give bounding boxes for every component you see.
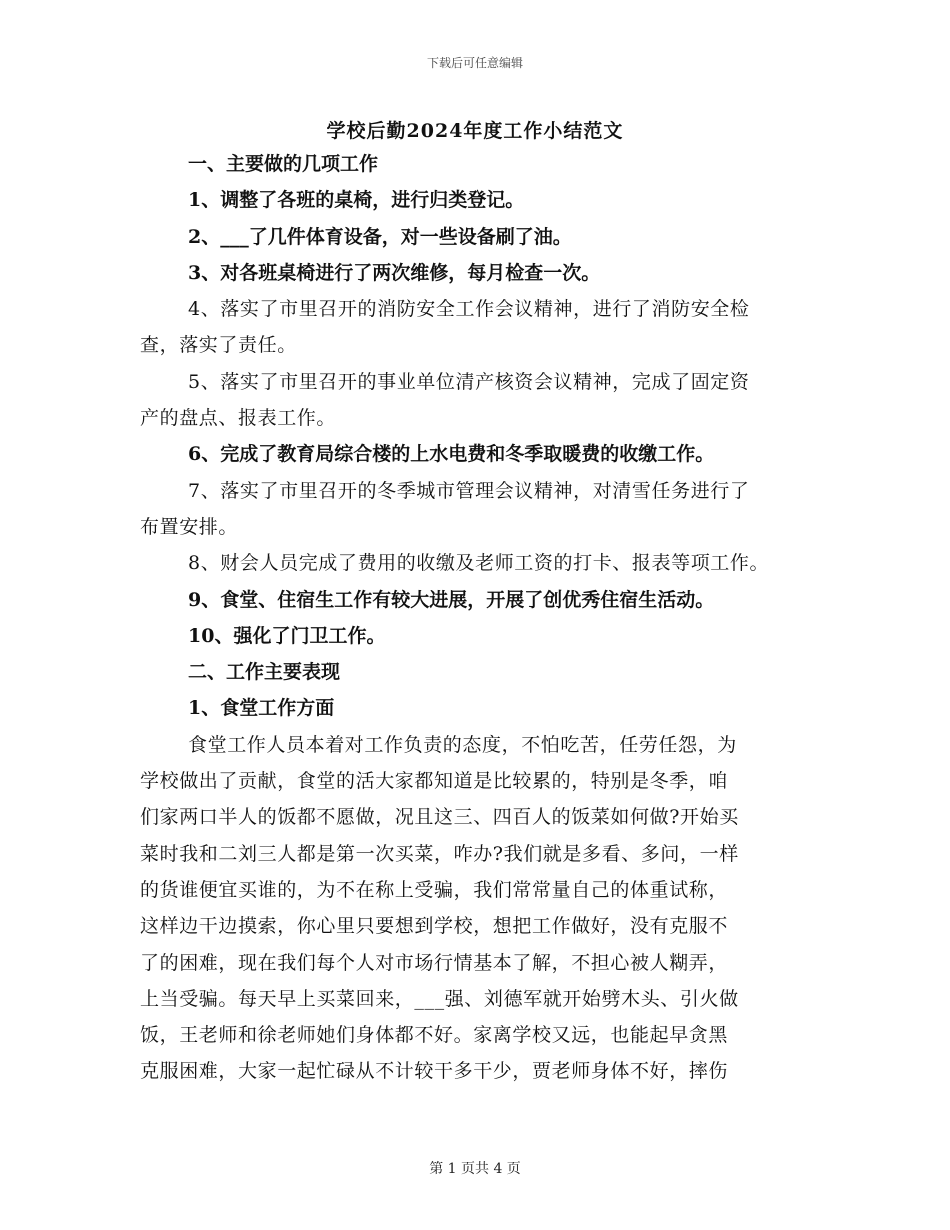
paragraph-line: 上当受骗。每天早上买菜回来，___强、刘德军就开始劈木头、引火做 [140,987,739,1010]
paragraph-line: 1、调整了各班的桌椅，进行归类登记。 [188,189,525,212]
paragraph-line: 这样边干边摸索，你心里只要想到学校，想把工作做好，没有克服不 [140,915,729,938]
paragraph-line: 二、工作主要表现 [188,661,341,684]
paragraph-line: 们家两口半人的饭都不愿做，况且这三、四百人的饭菜如何做?开始买 [140,806,739,829]
page-footer: 第 1 页共 4 页 [429,1161,521,1177]
document-body [140,146,810,1090]
paragraph-line: 4、落实了市里召开的消防安全工作会议精神，进行了消防安全检 [188,298,750,321]
paragraph-line: 9、食堂、住宿生工作有较大进展，开展了创优秀住宿生活动。 [188,588,715,611]
paragraph-line: 食堂工作人员本着对工作负责的态度，不怕吃苦，任劳任怨，为 [188,733,737,756]
paragraph-line: 5、落实了市里召开的事业单位清产核资会议精神，完成了固定资 [188,370,750,393]
paragraph-line: 饭，王老师和徐老师她们身体都不好。家离学校又远，也能起早贪黑 [140,1024,729,1047]
paragraph-line: 10、强化了门卫工作。 [188,624,386,647]
paragraph-line: 查，落实了责任。 [140,334,297,357]
paragraph-line: 布置安排。 [140,515,239,538]
paragraph-line: 产的盘点、报表工作。 [140,407,337,430]
paragraph-line: 7、落实了市里召开的冬季城市管理会议精神，对清雪任务进行了 [188,479,750,502]
paragraph-line: 6、完成了教育局综合楼的上水电费和冬季取暖费的收缴工作。 [188,443,715,466]
paragraph-line: 克服困难，大家一起忙碌从不计较干多干少，贾老师身体不好，摔伤 [140,1060,729,1083]
paragraph-line: 学校做出了贡献，食堂的活大家都知道是比较累的，特别是冬季，咱 [140,770,729,793]
paragraph-line: 2、___了几件体育设备，对一些设备刷了油。 [188,225,572,248]
paragraph-line: 3、对各班桌椅进行了两次维修，每月检查一次。 [188,261,601,284]
paragraph-line: 8、财会人员完成了费用的收缴及老师工资的打卡、报表等项工作。 [188,552,770,575]
paragraph-line: 的货谁便宜买谁的，为不在称上受骗，我们常常量自己的体重试称， [140,878,729,901]
paragraph-line: 1、食堂工作方面 [188,697,335,720]
paragraph-line: 了的困难，现在我们每个人对市场行情基本了解，不担心被人糊弄， [140,951,729,974]
page-header: 下载后可任意编辑 [426,56,523,70]
document-title: 学校后勤2024年度工作小结范文 [326,120,624,142]
paragraph-line: 菜时我和二刘三人都是第一次买菜，咋办?我们就是多看、多问，一样 [140,842,739,865]
paragraph-line: 一、主要做的几项工作 [188,153,379,175]
